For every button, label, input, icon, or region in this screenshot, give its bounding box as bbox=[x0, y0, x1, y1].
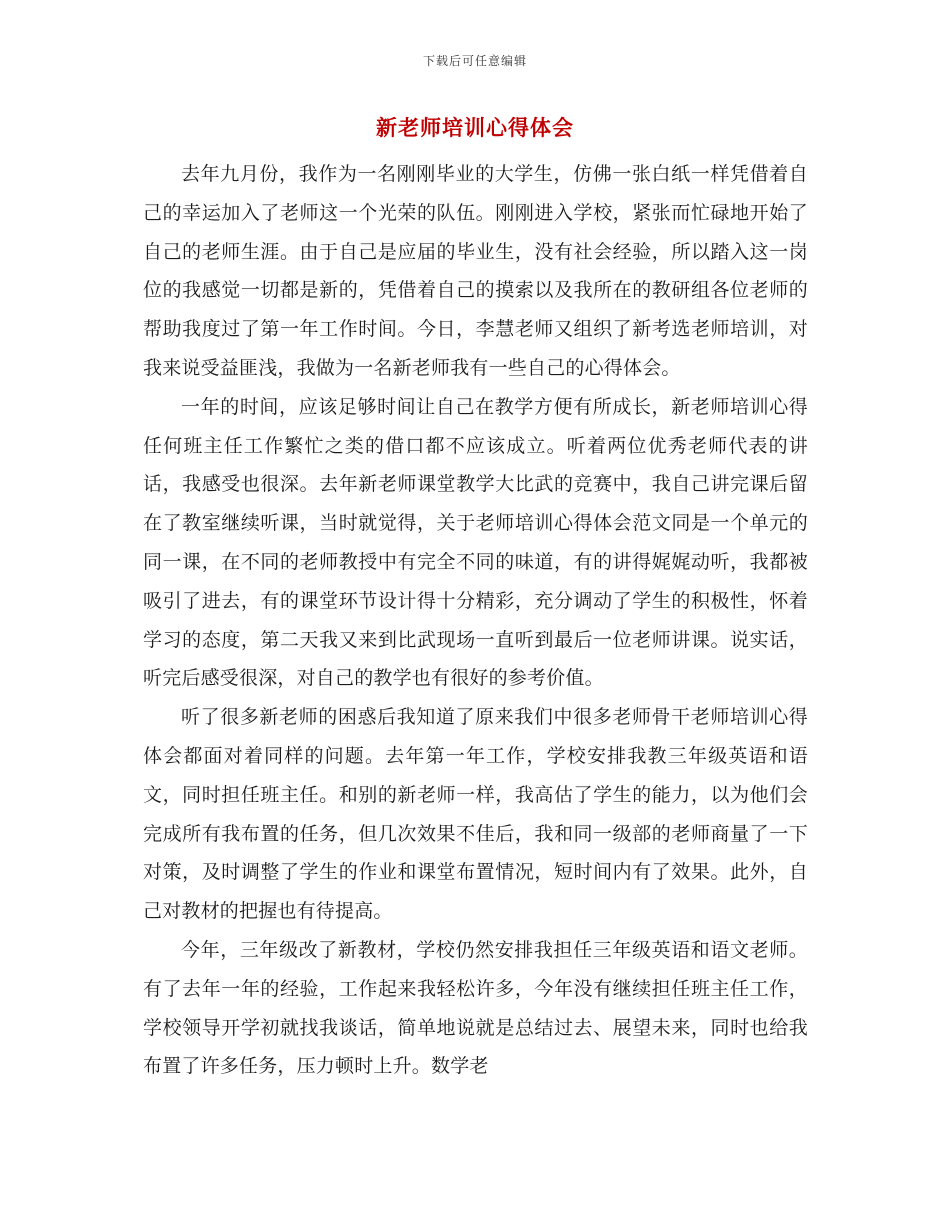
paragraph-4: 今年，三年级改了新教材，学校仍然安排我担任三年级英语和语文老师。有了去年一年的经验，工作起来我轻松许多，今年没有继续担任班主任工作，学校领导开学初就找我谈话，简单地说就是总结过去、展望未来，同时也给我布置了许多任务，压力顿时上升。数学老 bbox=[143, 938, 808, 1078]
paragraph-1: 去年九月份，我作为一名刚刚毕业的大学生，仿佛一张白纸一样凭借着自己的幸运加入了老师这一个光荣的队伍。刚刚进入学校，紧张而忙碌地开始了自己的老师生涯。由于自己是应届的毕业生，没有社会经验，所以踏入这一岗位的我感觉一切都是新的，凭借着自己的摸索以及我所在的教研组各位老师的帮助我度过了第一年工作时间。今日，李慧老师又组织了新考选老师培训，对我来说受益匪浅，我做为一名新老师我有一些自己的心得体会。 bbox=[143, 163, 808, 379]
header-note: 下载后可任意编辑 bbox=[422, 54, 527, 68]
paragraph-2: 一年的时间，应该足够时间让自己在教学方便有所成长，新老师培训心得任何班主任工作繁忙之类的借口都不应该成立。听着两位优秀老师代表的讲话，我感受也很深。去年新老师课堂教学大比武的竞赛中，我自己讲完课后留在了教室继续听课，当时就觉得，关于老师培训心得体会范文同是一个单元的同一课，在不同的老师教授中有完全不同的味道，有的讲得娓娓动听，我都被吸引了进去，有的课堂环节设计得十分精彩，充分调动了学生的积极性，怀着学习的态度，第二天我又来到比武现场一直听到最后一位老师讲课。说实话，听完后感受很深，对自己的教学也有很好的参考价值。 bbox=[143, 395, 808, 690]
document-title: 新老师培训心得体会 bbox=[376, 115, 574, 140]
document-body bbox=[143, 155, 808, 1086]
paragraph-3: 听了很多新老师的困惑后我知道了原来我们中很多老师骨干老师培训心得体会都面对着同样的问题。去年第一年工作，学校安排我教三年级英语和语文，同时担任班主任。和别的新老师一样，我高估了学生的能力，以为他们会完成所有我布置的任务，但几次效果不佳后，我和同一级部的老师商量了一下对策，及时调整了学生的作业和课堂布置情况，短时间内有了效果。此外，自己对教材的把握也有待提高。 bbox=[143, 706, 808, 923]
